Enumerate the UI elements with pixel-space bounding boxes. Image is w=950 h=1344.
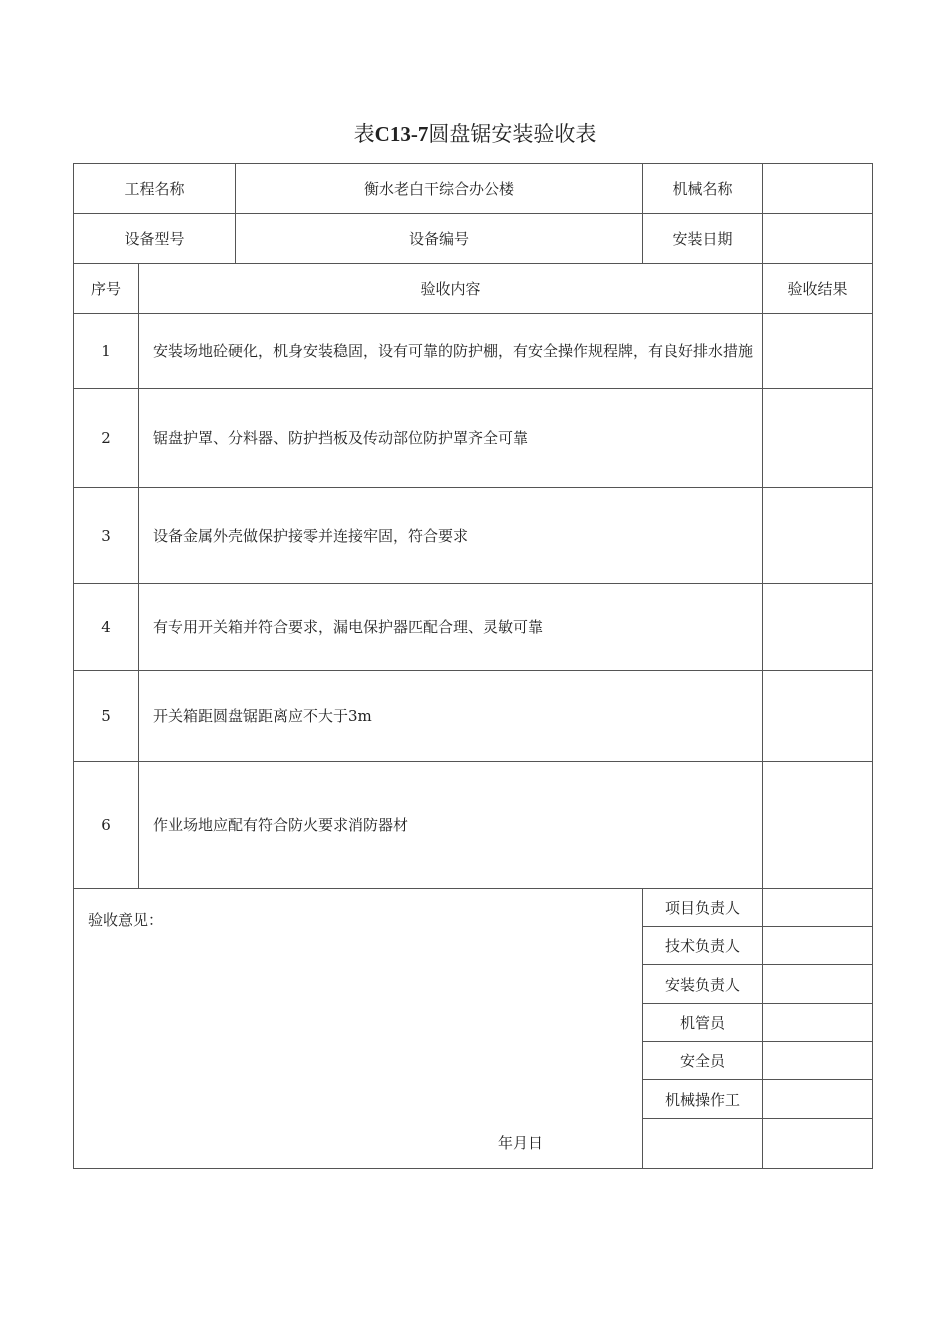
acceptance-opinion-label: 验收意见： — [88, 911, 164, 929]
table-row — [74, 314, 873, 389]
install-date-label: 安装日期 — [643, 214, 763, 264]
role-label: 项目负责人 — [643, 889, 763, 927]
title-code: C13-7 — [374, 122, 429, 146]
item-result-cell[interactable] — [763, 314, 873, 389]
role-label: 机管员 — [643, 1004, 763, 1042]
seq-column-header: 序号 — [74, 264, 139, 314]
result-column-header: 验收结果 — [763, 264, 873, 314]
title-prefix: 表 — [353, 122, 375, 146]
item-result-cell[interactable] — [763, 584, 873, 671]
signature-cell[interactable] — [763, 1080, 873, 1119]
item-result-cell[interactable] — [763, 389, 873, 488]
project-name-label: 工程名称 — [74, 164, 236, 214]
table-row — [74, 389, 873, 488]
role-label: 机械操作工 — [643, 1080, 763, 1119]
project-name-value[interactable]: 衡水老白干综合办公楼 — [236, 164, 643, 214]
table-row — [74, 762, 873, 889]
item-seq: 1 — [74, 314, 139, 389]
equipment-serial-label: 设备编号 — [236, 214, 643, 264]
table-row — [74, 671, 873, 762]
signature-cell[interactable] — [763, 965, 873, 1004]
extra-role-cell[interactable] — [643, 1119, 763, 1169]
item-content: 设备金属外壳做保护接零并连接牢固，符合要求 — [139, 488, 763, 584]
item-result-cell[interactable] — [763, 762, 873, 889]
title-name: 圆盘锯安装验收表 — [428, 122, 597, 146]
install-date-value[interactable] — [763, 214, 873, 264]
acceptance-date-label: 年月日 — [498, 1134, 544, 1152]
item-result-cell[interactable] — [763, 671, 873, 762]
signature-cell[interactable] — [763, 1119, 873, 1169]
item-seq: 2 — [74, 389, 139, 488]
item-content: 开关箱距圆盘锯距离应不大于3m — [139, 671, 763, 762]
item-seq: 4 — [74, 584, 139, 671]
header-table — [73, 163, 873, 264]
table-row — [74, 584, 873, 671]
role-label: 安装负责人 — [643, 965, 763, 1004]
table-row — [74, 488, 873, 584]
role-label: 技术负责人 — [643, 927, 763, 965]
page-title — [0, 118, 950, 148]
acceptance-opinion-cell[interactable] — [74, 889, 643, 1169]
signature-cell[interactable] — [763, 889, 873, 927]
equipment-model-label: 设备型号 — [74, 214, 236, 264]
signature-cell[interactable] — [763, 927, 873, 965]
machine-name-value[interactable] — [763, 164, 873, 214]
machine-name-label: 机械名称 — [643, 164, 763, 214]
content-column-header: 验收内容 — [139, 264, 763, 314]
item-result-cell[interactable] — [763, 488, 873, 584]
signature-cell[interactable] — [763, 1004, 873, 1042]
checklist-table — [73, 263, 873, 889]
item-seq: 3 — [74, 488, 139, 584]
item-content: 作业场地应配有符合防火要求消防器材 — [139, 762, 763, 889]
item-content: 安装场地砼硬化，机身安装稳固，设有可靠的防护棚，有安全操作规程牌，有良好排水措施 — [139, 314, 763, 389]
checklist-header-row — [74, 264, 873, 314]
item-content: 有专用开关箱并符合要求，漏电保护器匹配合理、灵敏可靠 — [139, 584, 763, 671]
signoff-table — [73, 888, 873, 1169]
item-seq: 5 — [74, 671, 139, 762]
role-label: 安全员 — [643, 1042, 763, 1080]
item-content: 锯盘护罩、分料器、防护挡板及传动部位防护罩齐全可靠 — [139, 389, 763, 488]
signature-cell[interactable] — [763, 1042, 873, 1080]
item-seq: 6 — [74, 762, 139, 889]
